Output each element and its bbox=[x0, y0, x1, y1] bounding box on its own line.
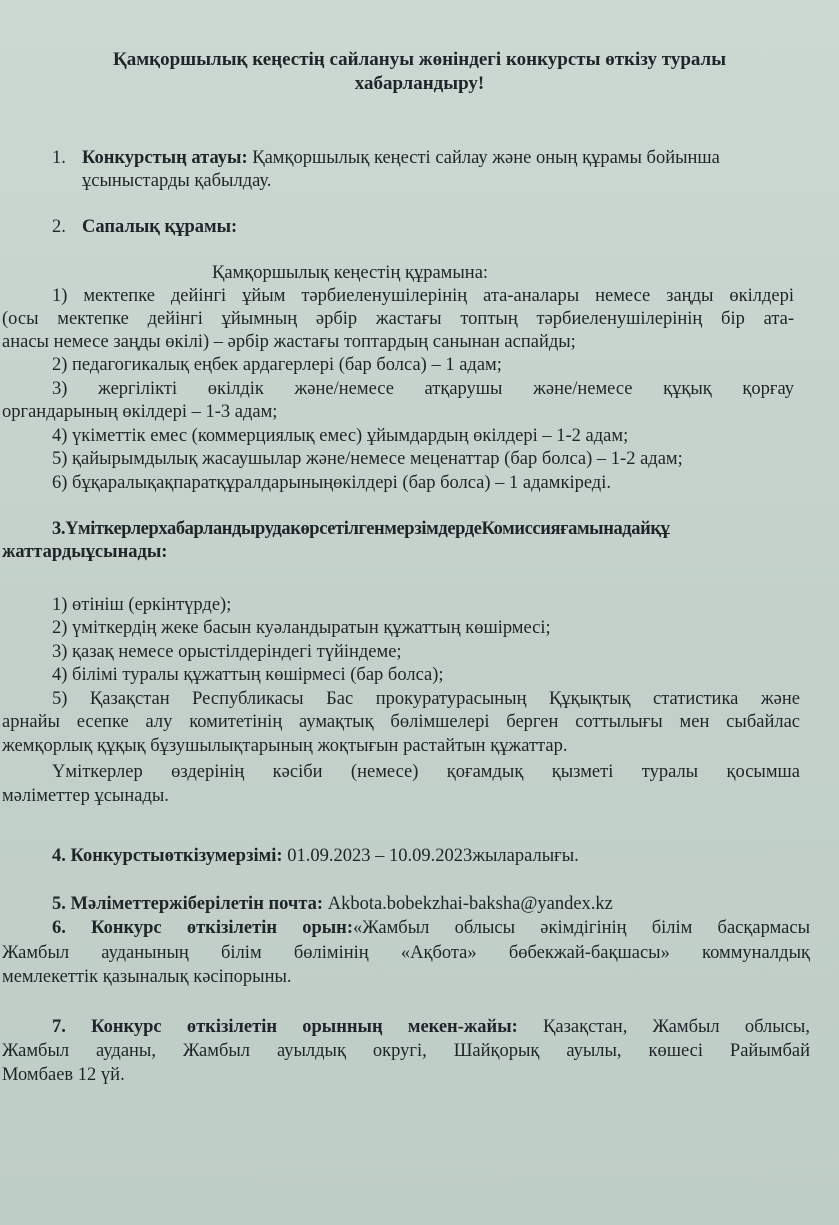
document-item-3: 3) қазақ немесе орыстілдеріндегі түйіндеме; bbox=[52, 642, 402, 662]
document-item-4: 4) білімі туралы құжаттың көшірмесі (бар болса); bbox=[52, 665, 444, 685]
section-7-text: Қазақстан, Жамбыл облысы, bbox=[517, 1017, 810, 1037]
section-4-dates: 01.09.2023 – 10.09.2023жыларалығы. bbox=[282, 846, 579, 866]
composition-item-3-line-2: органдарының өкілдері – 1-3 адам; bbox=[2, 402, 278, 422]
section-2-label: Сапалық құрамы: bbox=[82, 217, 238, 237]
section-6-line-3: мемлекеттік қазыналық кәсіпорыны. bbox=[2, 967, 292, 987]
section-3-heading-line-1: 3.ҮміткерлерхабарландырудакөрсетілгенмерзімдердеКомиссияғамынадайқұ bbox=[52, 519, 670, 539]
composition-item-5: 5) қайырымдылық жасаушылар және/немесе меценаттар (бар болса) – 1-2 адам; bbox=[52, 449, 683, 469]
section-6-line-2: Жамбыл ауданының білім бөлімінің «Ақбота» бөбекжай-бақшасы» коммуналдық bbox=[2, 943, 810, 963]
section-5-line bbox=[52, 893, 613, 916]
contact-email: Akbota.bobekzhai-baksha@yandex.kz bbox=[323, 894, 613, 914]
composition-item-6: 6) бұқаралықақпаратқұралдарыныңөкілдері (бар болса) – 1 адамкіреді. bbox=[52, 473, 611, 493]
composition-item-1-line-1: 1) мектепке дейінгі ұйым тәрбиеленушілерінің ата-аналары немесе заңды өкілдері bbox=[52, 286, 794, 306]
document-item-5-line-3: жемқорлық құқық бұзушылықтарының жоқтығын растайтын құжаттар. bbox=[2, 736, 568, 756]
composition-item-1-line-3: анасы немесе заңды өкілі) – әрбір жастағы топтардың санынан аспайды; bbox=[2, 332, 576, 352]
section-6-text: «Жамбыл облысы әкімдігінің білім басқармасы bbox=[353, 918, 810, 938]
composition-item-1-line-2: (осы мектепке дейінгі ұйымның әрбір жастағы топтың тәрбиеленушілерінің бір ата- bbox=[2, 309, 794, 329]
section-2-number: 2. bbox=[52, 217, 66, 237]
section-7-label: 7. Конкурс өткізілетін орынның мекен-жайы: bbox=[52, 1017, 518, 1037]
section-5-label: 5. Мәліметтержіберілетін почта: bbox=[52, 894, 324, 914]
composition-intro: Қамқоршылық кеңестің құрамына: bbox=[212, 263, 489, 283]
document-item-2: 2) үміткердің жеке басын куәландыратын құжаттың көшірмесі; bbox=[52, 618, 551, 638]
section-1-line-2: ұсыныстарды қабылдау. bbox=[82, 171, 272, 191]
composition-item-3-line-1: 3) жергілікті өкілдік және/немесе атқарушы және/немесе құқық қорғау bbox=[52, 379, 794, 399]
section-4-line bbox=[52, 845, 579, 868]
composition-item-4: 4) үкіметтік емес (коммерциялық емес) ұйымдардың өкілдері – 1-2 адам; bbox=[52, 426, 629, 446]
section-1-line-1 bbox=[82, 147, 802, 170]
section-1-number: 1. bbox=[52, 148, 66, 168]
title-line-2: хабарландыру! bbox=[354, 73, 485, 94]
section-7-line-3: Момбаев 12 үй. bbox=[2, 1065, 125, 1085]
section-6-label: 6. Конкурс өткізілетін орын: bbox=[52, 918, 354, 938]
title-line-1: Қамқоршылық кеңестің сайлануы жөніндегі конкурсты өткізу туралы bbox=[112, 49, 727, 70]
document-item-5-line-2: арнайы есепке алу комитетінің аумақтық бөлімшелері берген соттылығы мен сыбайлас bbox=[2, 712, 800, 732]
section-3-heading-line-2: жаттардыұсынады: bbox=[2, 542, 168, 562]
section-4-label: 4. Конкурстыөткізумерзімі: bbox=[52, 846, 283, 866]
section-6-line-1 bbox=[52, 917, 810, 940]
composition-item-2: 2) педагогикалық еңбек ардагерлері (бар болса) – 1 адам; bbox=[52, 355, 502, 375]
document-title bbox=[40, 48, 799, 96]
section-7-line-2: Жамбыл ауданы, Жамбыл ауылдық округі, Шайқорық ауылы, көшесі Райымбай bbox=[2, 1041, 810, 1061]
document-item-1: 1) өтініш (еркінтүрде); bbox=[52, 595, 232, 615]
section-1-label: Конкурстың атауы: bbox=[82, 148, 248, 168]
document-item-5-line-1: 5) Қазақстан Республикасы Бас прокуратурасының Құқықтық статистика және bbox=[52, 689, 800, 709]
section-7-line-1 bbox=[52, 1016, 810, 1039]
section-1-text: Қамқоршылық кеңесті сайлау және оның құрамы бойынша bbox=[252, 148, 720, 168]
candidates-note-line-1: Үміткерлер өздерінің кәсіби (немесе) қоғамдық қызметі туралы қосымша bbox=[52, 762, 800, 782]
candidates-note-line-2: мәліметтер ұсынады. bbox=[2, 786, 169, 806]
